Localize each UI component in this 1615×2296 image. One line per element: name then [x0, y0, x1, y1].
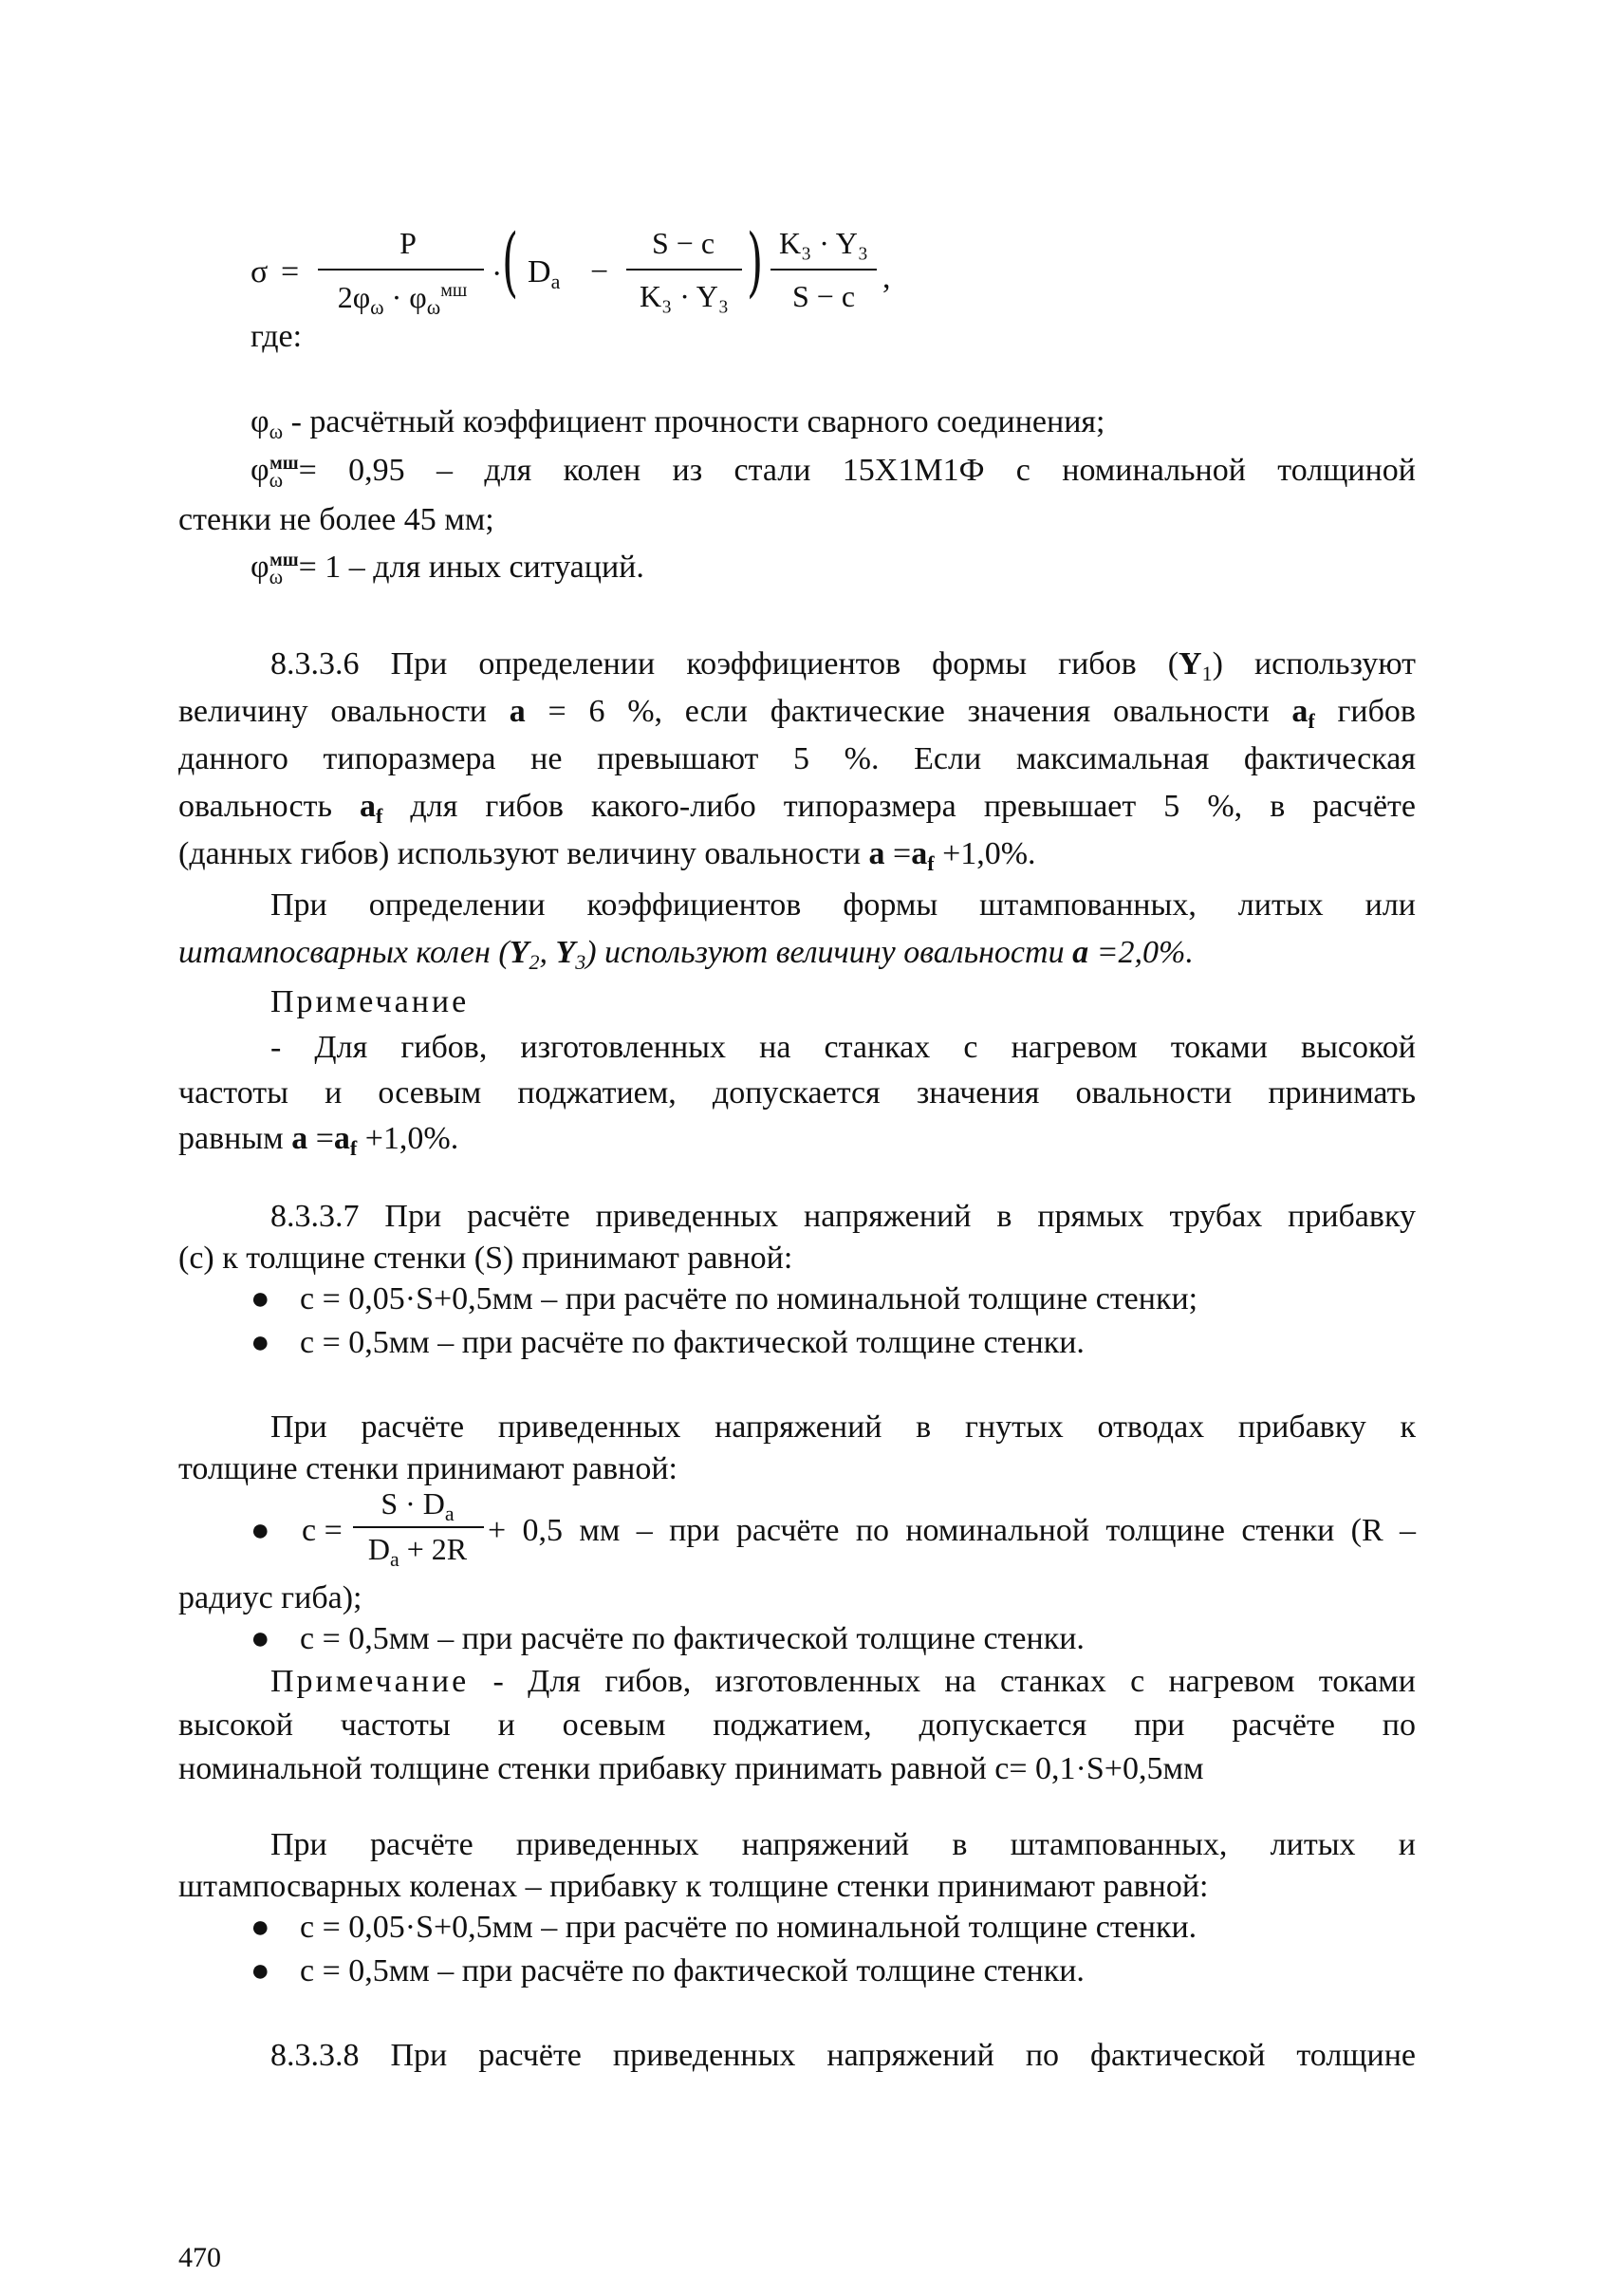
fraction-denominator: $2\varphi_\omega \cdot \varphi_\omega^{мш}$ [337, 280, 468, 319]
dot-operator: · [492, 256, 503, 291]
formula-c-label: c = [302, 1513, 343, 1548]
bullet-icon: ● [251, 1953, 270, 1988]
p8336-line-4: овальность $a_f$ для гибов какого-либо типоразмера превышает 5 %, в расчёте [178, 789, 1416, 828]
bullet-icon: ● [251, 1513, 270, 1548]
equals-sign: = [281, 254, 300, 289]
minus-sign: − [590, 254, 609, 289]
bullet-icon: ● [251, 1910, 270, 1945]
where-label: где: [251, 319, 303, 354]
p8336-line-3: данного типоразмера не превышают 5 %. Если максимальная фактическая [178, 741, 1416, 776]
left-paren: ( [502, 217, 519, 306]
note-1-line-2: частоты и осевым поджатием, допускается значения овальности принимать [178, 1075, 1416, 1111]
stamp2-line-1: При расчёте приведенных напряжений в штампованных, литых и [270, 1827, 1416, 1862]
inner-fraction-bar [626, 269, 742, 271]
bent-line-2: толщине стенки принимают равной: [178, 1451, 678, 1486]
p8337-bullet-1: с = 0,05·S+0,5мм – при расчёте по номинальной толщине стенки; [300, 1281, 1198, 1316]
note-2-line-3: номинальной толщине стенки прибавку принимать равной с= 0,1·S+0,5мм [178, 1751, 1204, 1786]
note-1-title: Примечание [270, 984, 470, 1019]
fraction-numerator-p: P [399, 226, 417, 260]
note-2-line-2: высокой частоты и осевым поджатием, допускается при расчёте по [178, 1708, 1416, 1743]
p8336-line-5: (данных гибов) используют величину овальности $a =a_f +1,0\%$. [178, 836, 1036, 875]
formula-c-bar [353, 1526, 484, 1528]
definition-phi-msh-2: стенки не более 45 мм; [178, 502, 494, 537]
formula-c-numerator: $S \cdot D_a$ [381, 1486, 455, 1525]
bullet-icon: ● [251, 1621, 270, 1656]
stamped-line-1: При определении коэффициентов формы штампованных, литых или [270, 887, 1416, 923]
formula-c-tail: + 0,5 мм – при расчёте по номинальной толщине стенки (R – [488, 1513, 1416, 1548]
note-1-line-1: - Для гибов, изготовленных на станках с нагревом токами высокой [270, 1030, 1416, 1065]
page-number: 470 [178, 2242, 221, 2273]
trailing-comma: , [882, 260, 891, 295]
definition-phi-msh-other: $\varphi_\omega^{мш}= 1$ – для иных ситуаций. [251, 550, 644, 588]
note-2-line-1: Примечание - Для гибов, изготовленных на станках с нагревом токами [270, 1664, 1416, 1699]
p8336-line-2: величину овальности a = 6 %, если фактические значения овальности $a_f$ гибов [178, 694, 1416, 733]
stamped-line-2: штампосварных колен ($Y_2$, $Y_3$) используют величину овальности a =2,0%. [178, 935, 1194, 974]
stamp2-line-2: штампосварных коленах – прибавку к толщине стенки принимают равной: [178, 1869, 1209, 1904]
bent-line-1: При расчёте приведенных напряжений в гнутых отводах прибавку к [270, 1409, 1416, 1445]
p8337-line-1: 8.3.3.7 При расчёте приведенных напряжений в прямых трубах прибавку [270, 1199, 1416, 1234]
bent-continuation: радиус гиба); [178, 1580, 362, 1615]
bullet-icon: ● [251, 1281, 270, 1316]
p8336-line-1: 8.3.3.6 При определении коэффициентов формы гибов $(Y_1)$ используют [270, 646, 1417, 685]
bent-bullet-2: с = 0,5мм – при расчёте по фактической толщине стенки. [300, 1621, 1085, 1656]
formula-c-denominator: $D_a + 2R$ [367, 1532, 468, 1571]
outer-denominator: S − c [791, 279, 856, 313]
definition-phi-msh-1: $\varphi_\omega^{мш}= 0,95$ – для колен из стали 15Х1М1Ф с номинальной толщиной [251, 453, 1416, 492]
bullet-icon: ● [251, 1325, 270, 1360]
d-a-term: $D_a$ [528, 254, 561, 293]
outer-numerator: K₃ · Y₃ [779, 226, 868, 260]
note-1-line-3: равным $a =a_f +1,0\%$. [178, 1121, 459, 1160]
p8338-line-1: 8.3.3.8 При расчёте приведенных напряжений по фактической толщине [270, 2038, 1416, 2073]
sigma-symbol: σ [251, 254, 269, 289]
definition-phi-omega: $\varphi_\omega$ - расчётный коэффициент прочности сварного соединения; [251, 404, 1105, 443]
right-paren: ) [747, 217, 764, 306]
stamp2-bullet-2: с = 0,5мм – при расчёте по фактической толщине стенки. [300, 1953, 1085, 1988]
stamp2-bullet-1: с = 0,05·S+0,5мм – при расчёте по номинальной толщине стенки. [300, 1910, 1197, 1945]
inner-denominator: K₃ · Y₃ [640, 279, 729, 313]
p8337-bullet-2: с = 0,5мм – при расчёте по фактической толщине стенки. [300, 1325, 1085, 1360]
p8337-line-2: (с) к толщине стенки (S) принимают равной: [178, 1241, 793, 1276]
outer-fraction-bar [770, 269, 877, 271]
fraction-bar [318, 269, 484, 271]
inner-numerator: S − c [651, 226, 715, 260]
